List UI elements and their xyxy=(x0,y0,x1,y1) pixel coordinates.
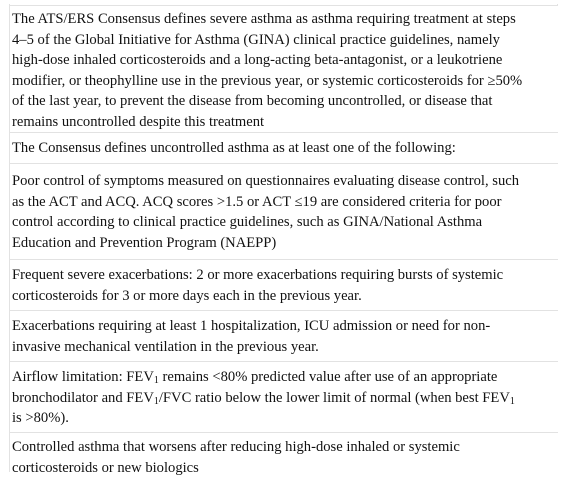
airflow-text: bronchodilator and FEV xyxy=(12,389,154,406)
table-row xyxy=(10,310,558,361)
cell-line: Exacerbations requiring at least 1 hospitalization, ICU admission or need for non- xyxy=(12,318,491,334)
table-cell xyxy=(12,367,558,429)
table-cell xyxy=(12,171,558,253)
cell-line xyxy=(12,388,558,409)
cell-line: control according to clinical practice guidelines, such as GINA/National Asthma xyxy=(12,214,483,230)
cell-line: Frequent severe exacerbations: 2 or more exacerbations requiring bursts of systemic xyxy=(12,267,504,283)
airflow-text: Airflow limitation: FEV xyxy=(12,369,154,385)
subscript: 1 xyxy=(153,395,159,407)
cell-line: as the ACT and ACQ. ACQ scores >1.5 or ACT ≤19 are considered criteria for poor xyxy=(12,193,502,210)
airflow-text: remains <80% predicted value after use of an appropriate xyxy=(158,369,498,385)
cell-line: is >80%). xyxy=(12,410,69,426)
cell-line: high-dose inhaled corticosteroids and a long-acting beta-antagonist, or a leukotriene xyxy=(12,52,503,68)
cell-line: of the last year, to prevent the disease from becoming uncontrolled, or disease that xyxy=(12,93,493,109)
table-row xyxy=(10,132,558,163)
cell-line: Poor control of symptoms measured on questionnaires evaluating disease control, such xyxy=(12,173,520,189)
table-cell xyxy=(12,265,558,306)
cell-line xyxy=(12,367,558,388)
table-cell xyxy=(12,316,558,357)
table-row xyxy=(10,361,558,432)
table-cell xyxy=(12,138,558,159)
cell-line: corticosteroids or new biologics xyxy=(12,459,199,476)
cell-line: 4–5 of the Global Initiative for Asthma (GINA) clinical practice guidelines, namely xyxy=(12,31,500,48)
table-row xyxy=(10,163,558,259)
table-row xyxy=(10,5,558,132)
cell-line: modifier, or theophylline use in the previous year, or systemic corticosteroids for ≥50% xyxy=(12,72,523,89)
table-cell xyxy=(12,9,558,132)
table-row xyxy=(10,432,558,476)
cell-line: Controlled asthma that worsens after reducing high-dose inhaled or systemic xyxy=(12,439,460,455)
cell-line: remains uncontrolled despite this treatment xyxy=(12,113,265,130)
subscript: 1 xyxy=(509,395,515,407)
cell-line: invasive mechanical ventilation in the previous year. xyxy=(12,338,319,355)
cell-line: The ATS/ERS Consensus defines severe asthma as asthma requiring treatment at steps xyxy=(12,11,516,27)
cell-line: corticosteroids for 3 or more days each in the previous year. xyxy=(12,287,362,304)
table-cell xyxy=(12,437,558,478)
airflow-text: /FVC ratio below the lower limit of normal (when best FEV xyxy=(158,389,510,406)
cell-line: The Consensus defines uncontrolled asthma as at least one of the following: xyxy=(12,140,456,156)
subscript: 1 xyxy=(153,375,159,386)
table-row xyxy=(10,259,558,310)
cell-line: Education and Prevention Program (NAEPP) xyxy=(12,234,277,251)
